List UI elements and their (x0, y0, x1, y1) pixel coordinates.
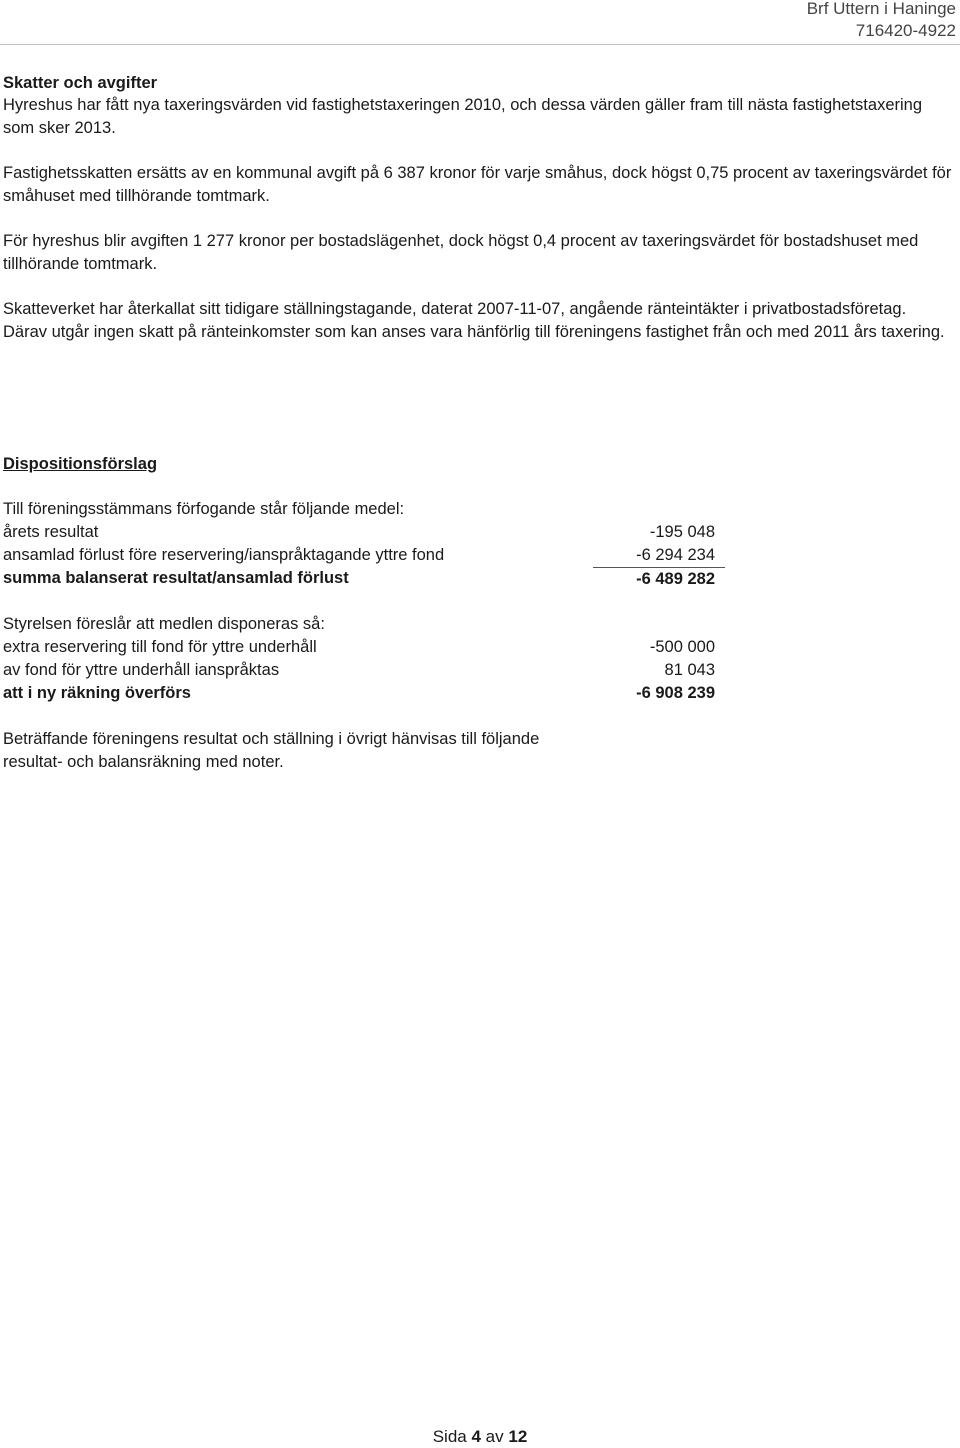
disposition-section (3, 498, 743, 774)
page-separator: av (485, 1427, 504, 1446)
proposal-intro: Styrelsen föreslår att medlen disponeras så: (3, 615, 325, 633)
funds-row-label: ansamlad förlust före reservering/ianspråktagande yttre fond (3, 546, 445, 564)
taxes-heading: Skatter och avgifter (3, 74, 158, 92)
allocation-row-value: 81 043 (664, 661, 715, 679)
allocation-row-label: extra reservering till fond för yttre underhåll (3, 638, 317, 656)
taxes-paragraph-2: Fastighetsskatten ersätts av en kommunal avgift på 6 387 kronor för varje småhus, dock högst 0,75 procent av taxeringsvärdet för småhuset med tillhörande tomtmark. (3, 164, 952, 205)
taxes-paragraph-4: Skatteverket har återkallat sitt tidigare ställningstagande, daterat 2007-11-07, angående ränteintäkter i privatbostadsföretag. Därav utgår ingen skatt på ränteinkomster som kan anses vara hänförlig till föreningens fastighet från och med 2011 års taxering. (3, 300, 945, 341)
total-pages: 12 (508, 1427, 528, 1446)
funds-total-row (3, 567, 715, 590)
taxes-paragraph-1: Hyreshus har fått nya taxeringsvärden vid fastighetstaxeringen 2010, och dessa värden gäller fram till nästa fastighetstaxering som sker 2013. (3, 96, 923, 137)
allocations-total-row (3, 682, 715, 705)
taxes-paragraph-3: För hyreshus blir avgiften 1 277 kronor per bostadslägenhet, dock högst 0,4 procent av taxeringsvärdet för bostadshuset med tillhörande tomtmark. (3, 232, 919, 273)
allocations-total-label: att i ny räkning överförs (3, 684, 191, 702)
funds-row (3, 544, 715, 567)
organization-number: 716420-4922 (855, 21, 956, 40)
header-divider (0, 44, 960, 45)
funds-total-value: -6 489 282 (593, 567, 725, 590)
allocation-row-label: av fond för yttre underhåll ianspråktas (3, 661, 280, 679)
allocation-row (3, 659, 715, 682)
page-header (807, 0, 956, 42)
closing-text: Beträffande föreningens resultat och ställning i övrigt hänvisas till följande resultat- och balansräkning med noter. (3, 730, 540, 771)
allocations-total-value: -6 908 239 (636, 684, 715, 702)
current-page-number: 4 (471, 1427, 481, 1446)
organization-name: Brf Uttern i Haninge (806, 0, 956, 18)
disposition-intro: Till föreningsstämmans förfogande står följande medel: (3, 500, 405, 518)
funds-total-label: summa balanserat resultat/ansamlad förlust (3, 569, 349, 587)
funds-row-value: -195 048 (649, 523, 715, 541)
allocation-row-value: -500 000 (649, 638, 715, 656)
page-label: Sida (432, 1427, 467, 1446)
disposition-heading: Dispositionsförslag (3, 455, 158, 473)
allocation-row (3, 636, 715, 659)
funds-row (3, 521, 715, 544)
page-footer (0, 1426, 960, 1448)
funds-row-label: årets resultat (3, 523, 99, 541)
funds-row-value: -6 294 234 (636, 546, 715, 564)
taxes-section (3, 72, 953, 343)
